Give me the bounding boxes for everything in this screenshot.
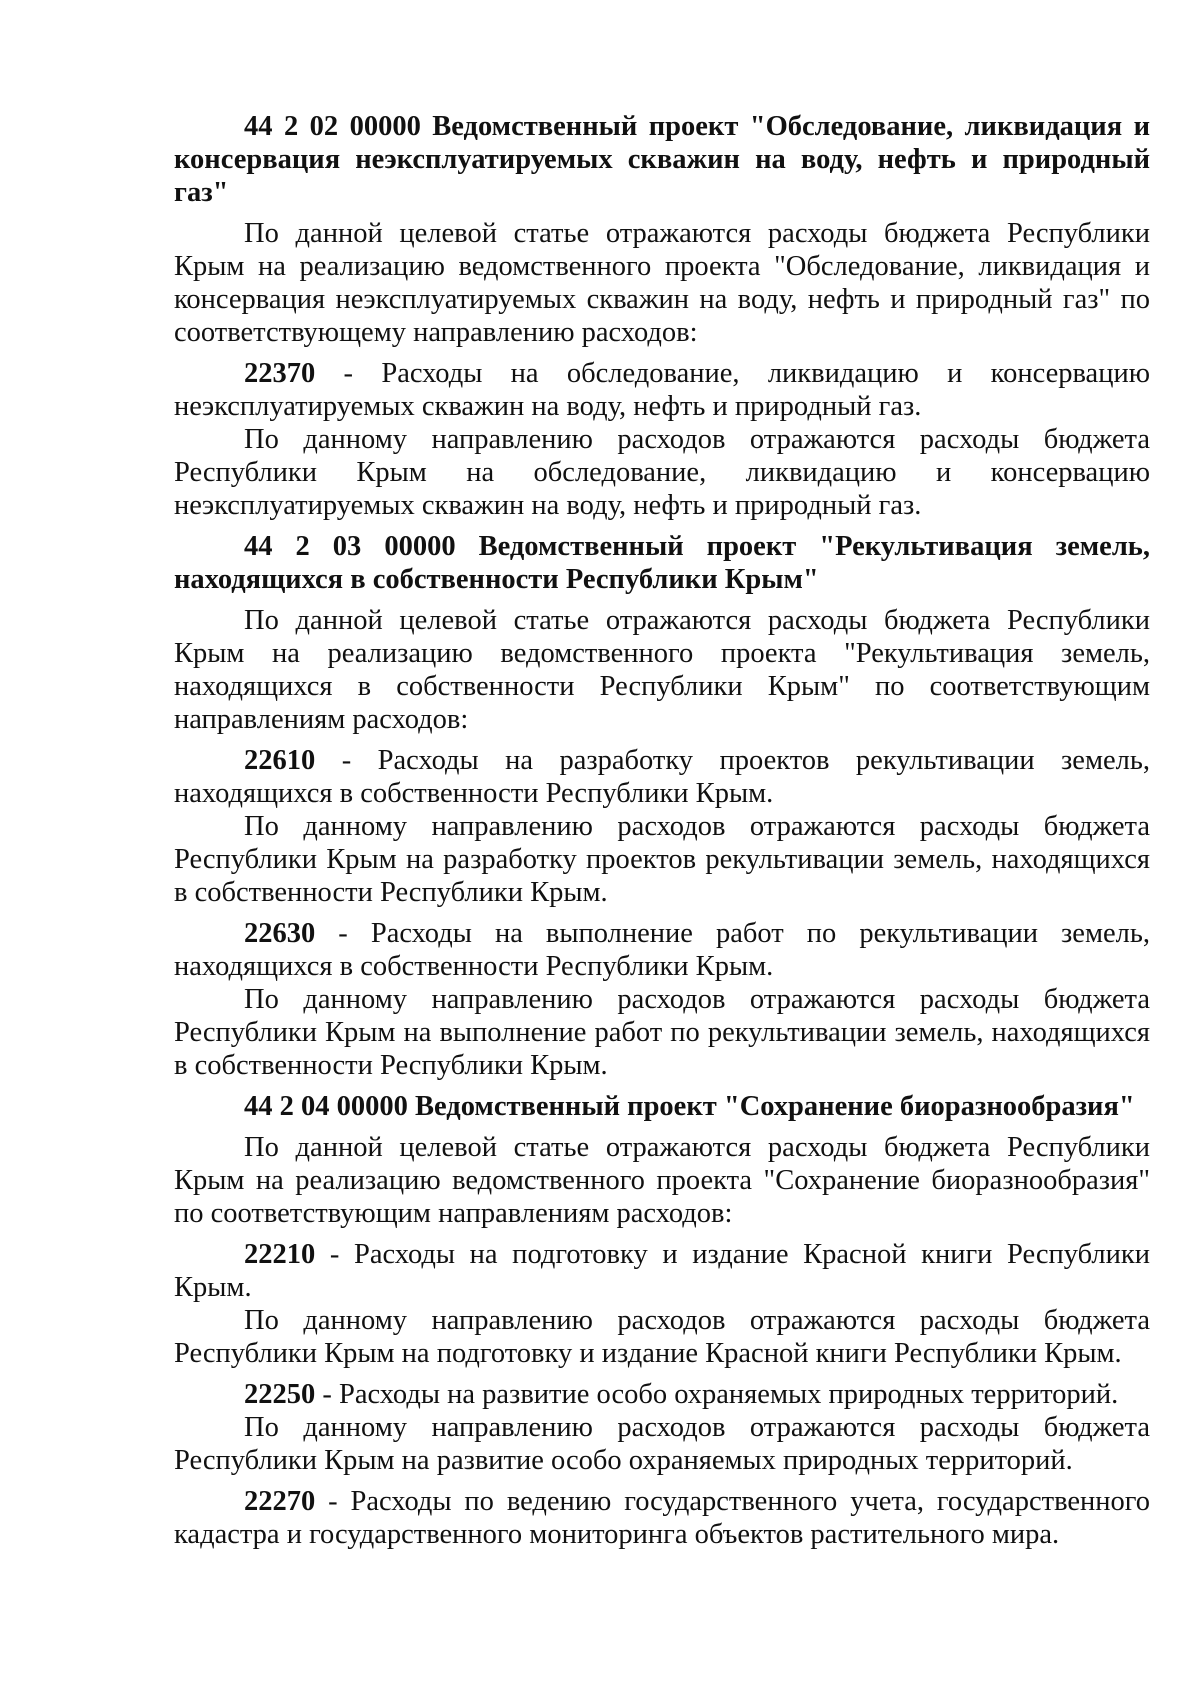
expense-item-title xyxy=(174,1485,1150,1551)
expense-title-text: - Расходы на развитие особо охраняемых природных территорий. xyxy=(315,1379,1119,1410)
section-intro: По данной целевой статье отражаются расходы бюджета Республики Крым на реализацию ведомственного проекта "Рекультивация земель, находящихся в собственности Республики Крым" по соответствующим направлениям расходов: xyxy=(174,605,1150,735)
expense-item-desc: По данному направлению расходов отражаются расходы бюджета Республики Крым на развитие особо охраняемых природных территорий. xyxy=(174,1412,1150,1476)
section-heading: 44 2 03 00000 Ведомственный проект "Рекультивация земель, находящихся в собственности Республики Крым" xyxy=(174,531,1150,595)
expense-code: 22210 xyxy=(244,1239,316,1270)
expense-title-text: - Расходы по ведению государственного учета, государственного кадастра и государственного мониторинга объектов растительного мира. xyxy=(174,1486,1150,1550)
expense-code: 22630 xyxy=(244,918,316,949)
section-intro: По данной целевой статье отражаются расходы бюджета Республики Крым на реализацию ведомственного проекта "Сохранение биоразнообразия" по соответствующим направлениям расходов: xyxy=(174,1132,1150,1229)
expense-item-title xyxy=(174,744,1150,810)
expense-item-desc: По данному направлению расходов отражаются расходы бюджета Республики Крым на подготовку и издание Красной книги Республики Крым. xyxy=(174,1305,1150,1369)
expense-item-title xyxy=(174,1378,1150,1411)
expense-item-title xyxy=(174,917,1150,983)
section-heading: 44 2 04 00000 Ведомственный проект "Сохранение биоразнообразия" xyxy=(244,1091,1135,1122)
expense-title-text: - Расходы на разработку проектов рекультивации земель, находящихся в собственности Республики Крым. xyxy=(174,745,1150,809)
document-page xyxy=(174,110,1150,1551)
expense-item-desc: По данному направлению расходов отражаются расходы бюджета Республики Крым на выполнение работ по рекультивации земель, находящихся в собственности Республики Крым. xyxy=(174,984,1150,1081)
expense-code: 22250 xyxy=(244,1379,316,1410)
expense-title-text: - Расходы на подготовку и издание Красной книги Республики Крым. xyxy=(174,1239,1150,1303)
section-intro: По данной целевой статье отражаются расходы бюджета Республики Крым на реализацию ведомственного проекта "Обследование, ликвидация и консервация неэксплуатируемых скважин на воду, нефть и природный газ" по соответствующему направлению расходов: xyxy=(174,218,1150,348)
expense-code: 22370 xyxy=(244,358,316,389)
expense-code: 22270 xyxy=(244,1486,316,1517)
expense-item-desc: По данному направлению расходов отражаются расходы бюджета Республики Крым на разработку проектов рекультивации земель, находящихся в собственности Республики Крым. xyxy=(174,811,1150,908)
expense-item-title xyxy=(174,1238,1150,1304)
expense-title-text: - Расходы на обследование, ликвидацию и консервацию неэксплуатируемых скважин на воду, нефть и природный газ. xyxy=(174,358,1150,422)
expense-code: 22610 xyxy=(244,745,316,776)
section-heading: 44 2 02 00000 Ведомственный проект "Обследование, ликвидация и консервация неэксплуатируемых скважин на воду, нефть и природный газ" xyxy=(174,111,1150,208)
expense-item-title xyxy=(174,357,1150,423)
expense-item-desc: По данному направлению расходов отражаются расходы бюджета Республики Крым на обследование, ликвидацию и консервацию неэксплуатируемых скважин на воду, нефть и природный газ. xyxy=(174,424,1150,521)
expense-title-text: - Расходы на выполнение работ по рекультивации земель, находящихся в собственности Республики Крым. xyxy=(174,918,1150,982)
